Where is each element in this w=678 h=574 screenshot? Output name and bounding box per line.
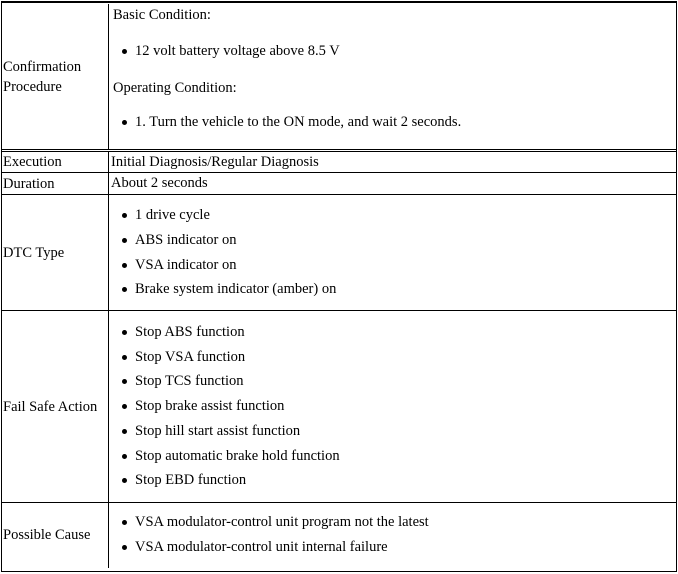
row-label-confirmation: Confirmation Procedure — [2, 4, 109, 151]
row-value-confirmation — [109, 4, 678, 151]
list-item: VSA indicator on — [135, 253, 677, 278]
row-value-duration: About 2 seconds — [109, 173, 678, 195]
fail-safe-list — [111, 320, 677, 494]
table-row-dtc-type — [2, 195, 677, 311]
list-item: Stop TCS function — [135, 369, 677, 394]
list-item: 12 volt battery voltage above 8.5 V — [135, 39, 340, 64]
list-item: VSA modulator-control unit internal failure — [135, 535, 677, 560]
list-item: Stop brake assist function — [135, 394, 677, 419]
basic-condition-heading: Basic Condition: — [113, 7, 211, 23]
operating-condition-heading: Operating Condition: — [113, 80, 237, 96]
row-value-execution: Initial Diagnosis/Regular Diagnosis — [109, 151, 678, 173]
list-item: 1 drive cycle — [135, 203, 677, 228]
table-row-possible-cause — [2, 503, 677, 568]
list-item: Stop hill start assist function — [135, 419, 677, 444]
row-label-fail-safe: Fail Safe Action — [2, 311, 109, 503]
table-row-duration — [2, 173, 677, 195]
basic-condition-list — [111, 39, 340, 64]
list-item: Stop automatic brake hold function — [135, 444, 677, 469]
list-item: Stop EBD function — [135, 468, 677, 493]
row-label-duration: Duration — [2, 173, 109, 195]
dtc-type-list — [111, 203, 677, 302]
row-label-possible-cause: Possible Cause — [2, 503, 109, 568]
row-value-fail-safe — [109, 311, 678, 503]
table-row-confirmation — [2, 4, 677, 151]
possible-cause-list — [111, 510, 677, 560]
row-label-dtc-type: DTC Type — [2, 195, 109, 311]
list-item: Stop ABS function — [135, 320, 677, 345]
row-value-possible-cause — [109, 503, 678, 568]
row-label-execution: Execution — [2, 151, 109, 173]
row-value-dtc-type — [109, 195, 678, 311]
dtc-spec-table — [2, 4, 677, 568]
table-row-execution — [2, 151, 677, 173]
operating-condition-list — [111, 110, 461, 135]
list-item: 1. Turn the vehicle to the ON mode, and wait 2 seconds. — [135, 110, 461, 135]
list-item: Stop VSA function — [135, 345, 677, 370]
table-row-fail-safe — [2, 311, 677, 503]
list-item: ABS indicator on — [135, 228, 677, 253]
list-item: Brake system indicator (amber) on — [135, 277, 677, 302]
list-item: VSA modulator-control unit program not the latest — [135, 510, 677, 535]
